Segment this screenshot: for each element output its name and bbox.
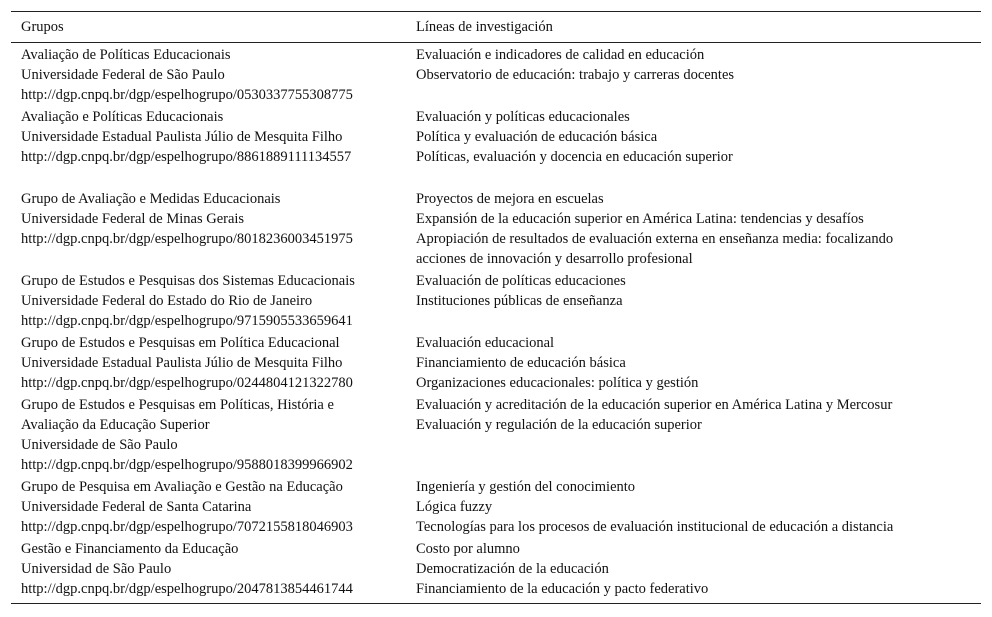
research-line: [416, 85, 981, 105]
research-line: [416, 311, 981, 331]
group-cell: [11, 271, 416, 331]
group-line: http://dgp.cnpq.br/dgp/espelhogrupo/9715905533659641: [21, 313, 353, 329]
research-lines-cell: [416, 45, 981, 105]
research-line: Evaluación y regulación de la educación superior: [416, 417, 702, 433]
group-line: [21, 249, 416, 269]
research-groups-table: [11, 11, 981, 604]
research-line: Financiamiento de educación básica: [416, 355, 626, 371]
group-line: Universidade de São Paulo: [21, 437, 178, 453]
group-line: http://dgp.cnpq.br/dgp/espelhogrupo/8018236003451975: [21, 231, 353, 247]
research-line: Evaluación de políticas educaciones: [416, 273, 626, 289]
research-lines-cell: [416, 333, 981, 393]
group-line: Grupo de Pesquisa em Avaliação e Gestão na Educação: [21, 479, 343, 495]
research-line: Política y evaluación de educación básica: [416, 129, 658, 145]
group-cell: [11, 189, 416, 269]
research-line: Observatorio de educación: trabajo y carreras docentes: [416, 67, 735, 83]
header-groups: Grupos: [21, 18, 64, 35]
group-cell: [11, 107, 416, 187]
research-line: Democratización de la educación: [416, 561, 609, 577]
table-row: [11, 271, 981, 331]
research-line: Tecnologías para los procesos de evaluación institucional de educación a distancia: [416, 519, 894, 535]
research-line: Organizaciones educacionales: política y gestión: [416, 375, 699, 391]
research-line: Instituciones públicas de enseñanza: [416, 293, 623, 309]
group-line: Grupo de Estudos e Pesquisas dos Sistemas Educacionais: [21, 273, 355, 289]
group-cell: [11, 539, 416, 599]
research-line: Evaluación y acreditación de la educación superior en América Latina y Mercosur: [416, 397, 893, 413]
table-row: [11, 539, 981, 599]
group-line: Universidade Estadual Paulista Júlio de Mesquita Filho: [21, 129, 343, 145]
group-line: http://dgp.cnpq.br/dgp/espelhogrupo/7072155818046903: [21, 519, 353, 535]
header-research-lines: Líneas de investigación: [416, 18, 553, 35]
research-line: Evaluación educacional: [416, 335, 555, 351]
research-line: [416, 455, 981, 475]
research-line: Apropiación de resultados de evaluación externa en enseñanza media: focalizando: [416, 231, 894, 247]
research-line: Financiamiento de la educación y pacto federativo: [416, 581, 709, 597]
group-line: http://dgp.cnpq.br/dgp/espelhogrupo/9588018399966902: [21, 457, 353, 473]
research-line: Costo por alumno: [416, 541, 520, 557]
research-lines-cell: [416, 539, 981, 599]
research-line: [416, 167, 981, 187]
group-line: Grupo de Estudos e Pesquisas em Política Educacional: [21, 335, 340, 351]
group-line: [21, 167, 416, 187]
table-row: [11, 395, 981, 475]
table-header: [11, 12, 981, 43]
group-line: Gestão e Financiamento da Educação: [21, 541, 239, 557]
group-line: Avaliação da Educação Superior: [21, 417, 210, 433]
research-line: Evaluación y políticas educacionales: [416, 109, 630, 125]
group-line: Avaliação de Políticas Educacionais: [21, 47, 231, 63]
research-lines-cell: [416, 189, 981, 269]
research-line: Evaluación e indicadores de calidad en educación: [416, 47, 705, 63]
table-row: [11, 107, 981, 187]
research-lines-cell: [416, 395, 981, 475]
group-line: Grupo de Estudos e Pesquisas em Políticas, História e: [21, 397, 334, 413]
group-line: Universidade Federal de São Paulo: [21, 67, 225, 83]
group-line: http://dgp.cnpq.br/dgp/espelhogrupo/0530337755308775: [21, 87, 353, 103]
group-line: Grupo de Avaliação e Medidas Educacionais: [21, 191, 281, 207]
table-row: [11, 477, 981, 537]
research-lines-cell: [416, 271, 981, 331]
table-row: [11, 45, 981, 105]
group-line: http://dgp.cnpq.br/dgp/espelhogrupo/0244804121322780: [21, 375, 353, 391]
table-body: [11, 43, 981, 603]
research-line: Proyectos de mejora en escuelas: [416, 191, 604, 207]
group-cell: [11, 477, 416, 537]
group-line: http://dgp.cnpq.br/dgp/espelhogrupo/2047813854461744: [21, 581, 353, 597]
research-lines-cell: [416, 477, 981, 537]
research-line: Políticas, evaluación y docencia en educación superior: [416, 149, 733, 165]
group-line: Avaliação e Políticas Educacionais: [21, 109, 224, 125]
group-line: Universidad de São Paulo: [21, 561, 172, 577]
group-line: Universidade Estadual Paulista Júlio de Mesquita Filho: [21, 355, 343, 371]
research-line: [416, 435, 981, 455]
research-line: Lógica fuzzy: [416, 499, 493, 515]
research-line: Expansión de la educación superior en América Latina: tendencias y desafíos: [416, 211, 864, 227]
research-line: Ingeniería y gestión del conocimiento: [416, 479, 636, 495]
table-row: [11, 189, 981, 269]
group-cell: [11, 395, 416, 475]
group-line: Universidade Federal de Minas Gerais: [21, 211, 245, 227]
table-row: [11, 333, 981, 393]
group-line: Universidade Federal de Santa Catarina: [21, 499, 252, 515]
research-line: acciones de innovación y desarrollo profesional: [416, 251, 693, 267]
group-line: Universidade Federal do Estado do Rio de Janeiro: [21, 293, 313, 309]
group-cell: [11, 333, 416, 393]
research-lines-cell: [416, 107, 981, 187]
group-line: http://dgp.cnpq.br/dgp/espelhogrupo/8861889111134557: [21, 149, 352, 165]
group-cell: [11, 45, 416, 105]
